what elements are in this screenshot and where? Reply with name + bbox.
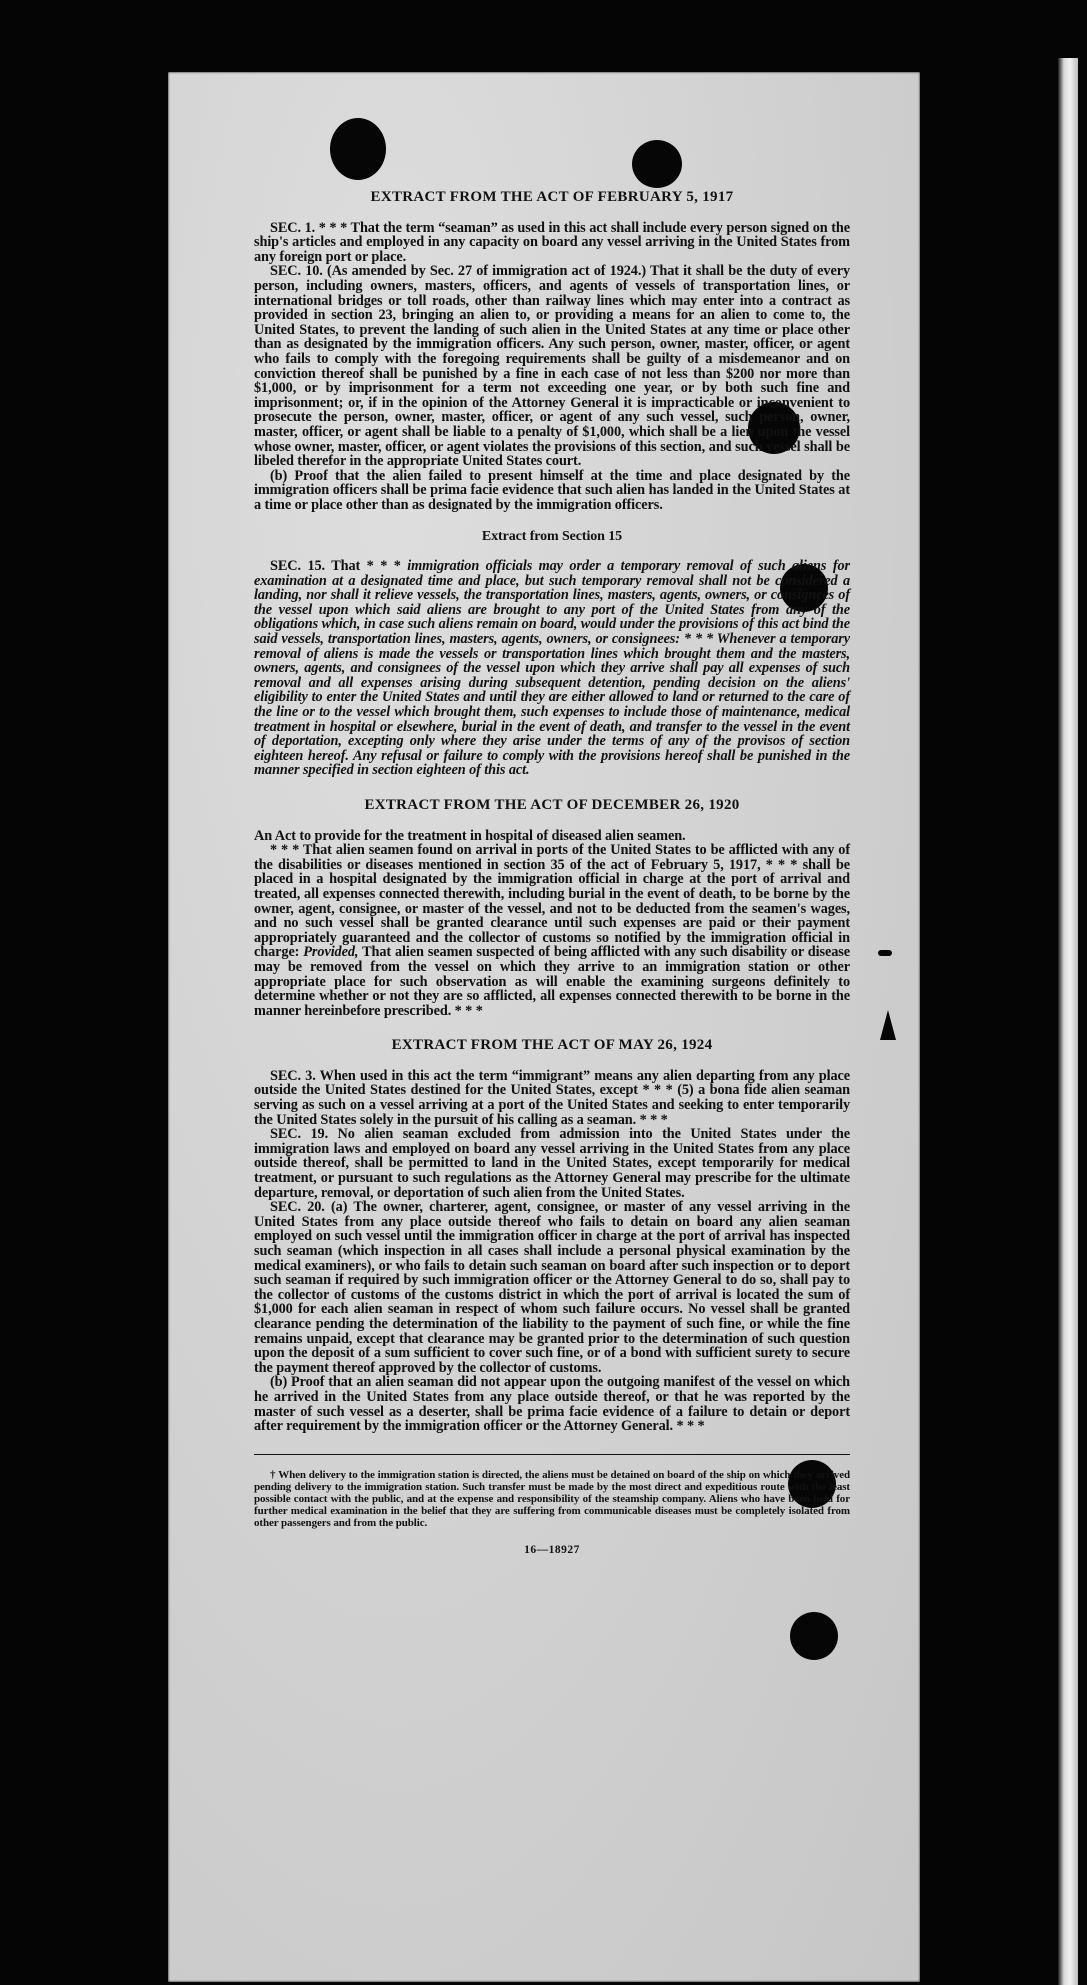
document-page [168, 72, 920, 1982]
section-title: EXTRACT FROM THE ACT OF DECEMBER 26, 1920 [364, 796, 740, 813]
paragraph: (b) Proof that the alien failed to present himself at the time and place designated by the immigration officers shall be prima facie evidence that such alien has landed in the United States at a time or place other than as designated by the immigration officers. [254, 467, 850, 513]
punch-hole [330, 118, 386, 180]
paragraph-text: That alien seamen suspected of being afflicted with any such disability or disease may be removed from the vessel on which they arrive to an immigration station or other appropriate place for such observation as will enable the examining surgeons definitely to determine whether or not they are so afflicted, all expenses connected therewith to be borne in the manner hereinbefore prescribed. * * * [254, 944, 850, 1019]
paragraph: SEC. 19. No alien seaman excluded from admission into the United States under the immigration laws and employed on board any vessel arriving in the United States from any place outside thereof, shall be permitted to land in the United States, except temporarily for medical treatment, or pursuant to such regulations as the Attorney General may prescribe for the ultimate departure, removal, or deportation of such alien from the United States. [254, 1126, 850, 1201]
paragraph [254, 843, 850, 1018]
film-speck [878, 950, 892, 956]
section-subtitle: Extract from Section 15 [481, 529, 623, 545]
section-lead: SEC. 15. That * * * [270, 558, 401, 575]
paragraph [254, 559, 850, 778]
footnote-divider [254, 1454, 850, 1455]
act-intro: An Act to provide for the treatment in hospital of diseased alien seamen. [254, 827, 686, 844]
italic-text: immigration officials may order a temporary removal of such aliens for examination at a designated time and place, but such temporary removal shall not be considered a landing, nor shall it relieve vessels, the transportation lines, masters, agents, owners, or consignees of the vessel upon which said aliens are brought to any port of the United States from any of the obligations which, in case such aliens remain on board, would under the provisions of this act bind the said vessels, transportation lines, masters, agents, owners, or consignees: * * * Whenever a temporary removal of aliens is made the vessels or transportation lines which brought them and the masters, owners, agents, and consignees of the vessel upon which they arrive shall pay all expenses of such removal and all expenses arising during subsequent detention, pending decision on the aliens' eligibility to enter the United States and until they are either allowed to land or returned to the care of the line or to the vessel which brought them, such expenses to include those of maintenance, medical treatment in hospital or elsewhere, burial in the event of death, and transfer to the vessel in the event of deportation, excepting only where they arise under the terms of any of the provisos of section eighteen hereof. Any refusal or failure to comply with the provisions hereof shall be punished in the manner specified in section eighteen of this act. [254, 558, 850, 779]
adjacent-page-edge [1058, 58, 1078, 1985]
proviso-label: Provided, [303, 944, 359, 961]
paragraph: (b) Proof that an alien seaman did not appear upon the outgoing manifest of the vessel on which he arrived in the United States from any place outside thereof, or that he was reported by the master of such vessel as a deserter, shall be prima facie evidence of a failure to detain or deport after requirement by the immigration officer or the Attorney General. * * * [254, 1374, 850, 1435]
punch-hole [632, 140, 682, 188]
page-number: 16—18927 [524, 1543, 580, 1556]
section-title: EXTRACT FROM THE ACT OF MAY 26, 1924 [391, 1037, 713, 1054]
paragraph: SEC. 3. When used in this act the term “immigrant” means any alien departing from any place outside the United States destined for the United States, except * * * (5) a bona fide alien seaman serving as such on a vessel arriving at a port of the United States and seeking to enter temporarily the United States solely in the pursuit of his calling as a seaman. * * * [254, 1067, 850, 1128]
paragraph: SEC. 10. (As amended by Sec. 27 of immigration act of 1924.) That it shall be the duty of every person, including owners, masters, officers, and agents of vessels of transportation lines, or international bridges or toll roads, other than railway lines which may enter into a contract as provided in section 23, bringing an alien to, or providing a means for an alien to come to, the United States, to prevent the landing of such alien in the United States at any time or place other than as designated by the immigration officers. Any such person, owner, master, officer, or agent who fails to comply with the foregoing requirements shall be guilty of a misdemeanor and on conviction thereof shall be punished by a fine in each case of not less than $200 nor more than $1,000, or by imprisonment for a term not exceeding one year, or by both such fine and imprisonment; or, if in the opinion of the Attorney General it is impracticable or inconvenient to prosecute the person, owner, master, officer, or agent of any such vessel, such person, owner, master, officer, or agent shall be liable to a penalty of $1,000, which shall be a lien upon the vessel whose owner, master, officer, or agent violates the provisions of this section, and such vessel shall be libeled therefor in the appropriate United States court. [254, 263, 850, 470]
paragraph: SEC. 1. * * * That the term “seaman” as used in this act shall include every person signed on the ship's articles and employed in any capacity on board any vessel arriving in the United States from any foreign port or place. [254, 219, 850, 265]
punch-hole [790, 1612, 838, 1660]
document-text [254, 190, 850, 1557]
section-title: EXTRACT FROM THE ACT OF FEBRUARY 5, 1917 [370, 189, 734, 205]
paragraph-text: * * * That alien seamen found on arrival in ports of the United States to be afflicted with any of the disabilities or diseases mentioned in section 35 of the act of February 5, 1917, * * * shall be placed in a hospital designated by the immigration official in charge at the port of arrival and treated, all expenses connected therewith, including burial in the event of death, to be borne by the owner, agent, consignee, or master of the vessel, and not to be deducted from the seamen's wages, and no such vessel shall be granted clearance until such expenses are paid or their payment appropriately guaranteed and the collector of customs so notified by the immigration official in charge: [254, 842, 850, 961]
paragraph: SEC. 20. (a) The owner, charterer, agent, consignee, or master of any vessel arriving in the United States from any place outside thereof who fails to detain on board any alien seaman employed on such vessel until the immigration officer in charge at the port of arrival has inspected such seaman (which inspection in all cases shall include a personal physical examination by the medical examiners), or who fails to detain such seaman on board after such inspection or to deport such seaman if required by such immigration officer or the Attorney General to do so, shall pay to the collector of customs of the customs district in which the port of arrival is located the sum of $1,000 for each alien seaman in respect of whom such failure occurs. No vessel shall be granted clearance pending the determination of the liability to the payment of such fine, or while the fine remains unpaid, except that clearance may be granted prior to the determination of such question upon the deposit of a sum sufficient to cover such fine, or of a bond with sufficient surety to secure the payment thereof approved by the collector of customs. [254, 1199, 850, 1376]
footnote: † When delivery to the immigration station is directed, the aliens must be detained on board of the ship on which they arrived pending delivery to the immigration station. Such transfer must be made by the most direct and expeditious route with the least possible contact with the public, and at the expense and responsibility of the steamship company. Aliens who have been held for further medical examination in the belief that they are suffering from communicable diseases must be completely isolated from other passengers and from the public. [254, 1468, 850, 1529]
